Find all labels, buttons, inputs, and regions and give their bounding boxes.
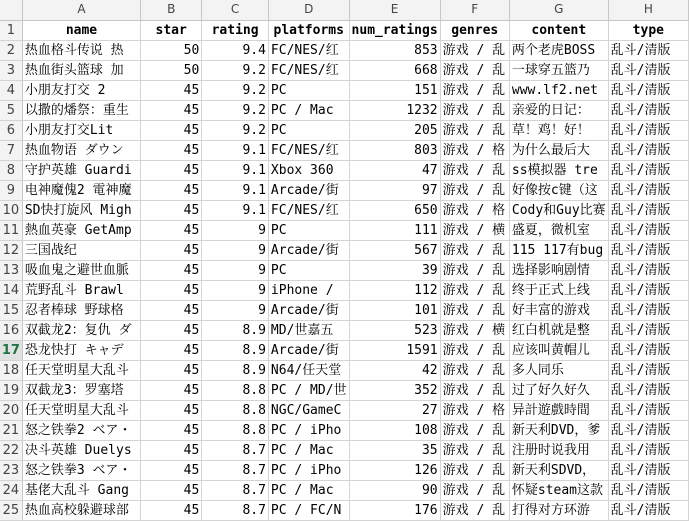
platforms-cell[interactable]: MD/世嘉五 — [268, 320, 349, 340]
table-row — [0, 400, 689, 420]
row-header[interactable]: 11 — [0, 220, 22, 240]
num-ratings-cell[interactable]: 1232 — [349, 100, 440, 120]
content-cell[interactable]: 亲爱的日记： — [509, 100, 608, 120]
content-cell[interactable]: 草！鸡！好！ — [509, 120, 608, 140]
column-header-c[interactable]: C — [202, 0, 269, 20]
column-header-f[interactable]: F — [440, 0, 509, 20]
rating-cell[interactable]: 9.1 — [202, 180, 269, 200]
row-header[interactable]: 3 — [0, 60, 22, 80]
num-ratings-cell[interactable]: 567 — [349, 240, 440, 260]
row-header[interactable]: 17 — [0, 340, 22, 360]
name-cell[interactable]: 热血高校躲避球部 — [22, 500, 140, 520]
rating-cell[interactable]: 9.2 — [202, 120, 269, 140]
row-header[interactable]: 8 — [0, 160, 22, 180]
genres-cell[interactable]: 游戏 / 横 — [440, 220, 509, 240]
name-cell[interactable]: 怒之铁拳2 ベア・ — [22, 420, 140, 440]
row-header[interactable]: 13 — [0, 260, 22, 280]
type-cell[interactable]: 乱斗/清版 — [608, 420, 688, 440]
num-ratings-cell[interactable]: 101 — [349, 300, 440, 320]
platforms-cell[interactable]: PC — [268, 120, 349, 140]
table-row — [0, 440, 689, 460]
star-cell[interactable]: 45 — [141, 260, 202, 280]
genres-cell[interactable]: 游戏 / 乱 — [440, 80, 509, 100]
content-cell[interactable]: 注册时说我用 — [509, 440, 608, 460]
type-cell[interactable]: 乱斗/清版 — [608, 280, 688, 300]
num-ratings-cell[interactable]: 111 — [349, 220, 440, 240]
genres-cell[interactable]: 游戏 / 乱 — [440, 260, 509, 280]
row-header[interactable]: 9 — [0, 180, 22, 200]
platforms-cell[interactable]: NGC/GameC — [268, 400, 349, 420]
name-cell[interactable]: name — [22, 20, 140, 40]
table-row — [0, 380, 689, 400]
platforms-cell[interactable]: Arcade/街 — [268, 300, 349, 320]
type-cell[interactable]: 乱斗/清版 — [608, 40, 688, 60]
platforms-cell[interactable]: Arcade/街 — [268, 180, 349, 200]
type-cell[interactable]: 乱斗/清版 — [608, 300, 688, 320]
name-cell[interactable]: 基佬大乱斗 Gang — [22, 480, 140, 500]
num-ratings-cell[interactable]: 97 — [349, 180, 440, 200]
platforms-cell[interactable]: PC / Mac — [268, 100, 349, 120]
table-row — [0, 320, 689, 340]
type-cell[interactable]: 乱斗/清版 — [608, 260, 688, 280]
platforms-cell[interactable]: FC/NES/红 — [268, 40, 349, 60]
genres-cell[interactable]: 游戏 / 乱 — [440, 440, 509, 460]
genres-cell[interactable]: 游戏 / 乱 — [440, 300, 509, 320]
content-cell[interactable]: 两个老虎BOSS — [509, 40, 608, 60]
column-header-a[interactable]: A — [22, 0, 140, 20]
column-header-b[interactable]: B — [141, 0, 202, 20]
star-cell[interactable]: 45 — [141, 160, 202, 180]
name-cell[interactable]: 三国战纪 — [22, 240, 140, 260]
platforms-cell[interactable]: Xbox 360 — [268, 160, 349, 180]
name-cell[interactable]: 怒之铁拳3 ベア・ — [22, 460, 140, 480]
genres-cell[interactable]: 游戏 / 乱 — [440, 360, 509, 380]
rating-cell[interactable]: 8.7 — [202, 460, 269, 480]
star-cell[interactable]: 45 — [141, 240, 202, 260]
row-header[interactable]: 23 — [0, 460, 22, 480]
rating-cell[interactable]: 8.9 — [202, 320, 269, 340]
content-cell[interactable]: 盛夏，微机室 — [509, 220, 608, 240]
rating-cell[interactable]: 8.8 — [202, 420, 269, 440]
table-row — [0, 120, 689, 140]
content-cell[interactable]: www.lf2.net — [509, 80, 608, 100]
name-cell[interactable]: 恐龙快打 キャデ — [22, 340, 140, 360]
name-cell[interactable]: 热血街头篮球 加 — [22, 60, 140, 80]
content-cell[interactable]: 新天利SDVD， — [509, 460, 608, 480]
name-cell[interactable]: 熱血英豪 GetAmp — [22, 220, 140, 240]
rating-cell[interactable]: 9.1 — [202, 160, 269, 180]
content-cell[interactable]: 一球穿五篮乃 — [509, 60, 608, 80]
column-header-row — [0, 0, 689, 20]
type-cell[interactable]: 乱斗/清版 — [608, 160, 688, 180]
star-cell[interactable]: 45 — [141, 460, 202, 480]
type-cell[interactable]: 乱斗/清版 — [608, 380, 688, 400]
platforms-cell[interactable]: PC — [268, 220, 349, 240]
name-cell[interactable]: 荒野乱斗 Brawl — [22, 280, 140, 300]
genres-cell[interactable]: 游戏 / 乱 — [440, 280, 509, 300]
row-header[interactable]: 14 — [0, 280, 22, 300]
platforms-cell[interactable]: PC / MD/世 — [268, 380, 349, 400]
table-row — [0, 480, 689, 500]
star-cell[interactable]: 45 — [141, 480, 202, 500]
platforms-cell[interactable]: N64/任天堂 — [268, 360, 349, 380]
type-cell[interactable]: type — [608, 20, 688, 40]
select-all-corner[interactable] — [0, 0, 22, 20]
name-cell[interactable]: 双截龙3：罗塞塔 — [22, 380, 140, 400]
genres-cell[interactable]: 游戏 / 乱 — [440, 100, 509, 120]
num-ratings-cell[interactable]: 205 — [349, 120, 440, 140]
content-cell[interactable]: 新天利DVD，爹 — [509, 420, 608, 440]
row-header[interactable]: 19 — [0, 380, 22, 400]
content-cell[interactable]: ss模拟器 tre — [509, 160, 608, 180]
rating-cell[interactable]: 8.7 — [202, 440, 269, 460]
rating-cell[interactable]: 8.9 — [202, 360, 269, 380]
rating-cell[interactable]: 9.2 — [202, 100, 269, 120]
genres-cell[interactable]: 游戏 / 乱 — [440, 40, 509, 60]
table-row — [0, 200, 689, 220]
name-cell[interactable]: 忍者棒球 野球格 — [22, 300, 140, 320]
row-header[interactable]: 16 — [0, 320, 22, 340]
num-ratings-cell[interactable]: 1591 — [349, 340, 440, 360]
rating-cell[interactable]: 9 — [202, 300, 269, 320]
table-row — [0, 420, 689, 440]
table-row — [0, 460, 689, 480]
platforms-cell[interactable]: Arcade/街 — [268, 340, 349, 360]
table-row — [0, 260, 689, 280]
name-cell[interactable]: 小朋友打交 2 — [22, 80, 140, 100]
content-cell[interactable]: 好像按c键（这 — [509, 180, 608, 200]
platforms-cell[interactable]: platforms — [268, 20, 349, 40]
genres-cell[interactable]: 游戏 / 乱 — [440, 160, 509, 180]
type-cell[interactable]: 乱斗/清版 — [608, 340, 688, 360]
content-cell[interactable]: 红白机就是整 — [509, 320, 608, 340]
row-header[interactable]: 5 — [0, 100, 22, 120]
type-cell[interactable]: 乱斗/清版 — [608, 240, 688, 260]
num-ratings-cell[interactable]: 42 — [349, 360, 440, 380]
type-cell[interactable]: 乱斗/清版 — [608, 60, 688, 80]
content-cell[interactable]: 好丰富的游戏 — [509, 300, 608, 320]
type-cell[interactable]: 乱斗/清版 — [608, 120, 688, 140]
num-ratings-cell[interactable]: 35 — [349, 440, 440, 460]
star-cell[interactable]: 50 — [141, 40, 202, 60]
row-header[interactable]: 18 — [0, 360, 22, 380]
star-cell[interactable]: 45 — [141, 80, 202, 100]
content-cell[interactable]: 多人同乐 — [509, 360, 608, 380]
name-cell[interactable]: 决斗英雄 Duelys — [22, 440, 140, 460]
rating-cell[interactable]: 8.8 — [202, 400, 269, 420]
genres-cell[interactable]: 游戏 / 乱 — [440, 60, 509, 80]
content-cell[interactable]: 应该叫黄帽儿 — [509, 340, 608, 360]
type-cell[interactable]: 乱斗/清版 — [608, 480, 688, 500]
star-cell[interactable]: 45 — [141, 500, 202, 520]
name-cell[interactable]: 以撒的燔祭：重生 — [22, 100, 140, 120]
name-cell[interactable]: 热血物语 ダウン — [22, 140, 140, 160]
content-cell[interactable]: 选择影响剧情 — [509, 260, 608, 280]
genres-cell[interactable]: 游戏 / 乱 — [440, 460, 509, 480]
num-ratings-cell[interactable]: 151 — [349, 80, 440, 100]
content-cell[interactable]: 异計遊戲時間 — [509, 400, 608, 420]
rating-cell[interactable]: 8.8 — [202, 380, 269, 400]
column-header-e[interactable]: E — [349, 0, 440, 20]
genres-cell[interactable]: 游戏 / 乱 — [440, 340, 509, 360]
star-cell[interactable]: 45 — [141, 340, 202, 360]
num-ratings-cell[interactable]: 108 — [349, 420, 440, 440]
platforms-cell[interactable]: PC / iPho — [268, 460, 349, 480]
num-ratings-cell[interactable]: 39 — [349, 260, 440, 280]
column-header-g[interactable]: G — [509, 0, 608, 20]
star-cell[interactable]: 45 — [141, 300, 202, 320]
column-header-d[interactable]: D — [268, 0, 349, 20]
content-cell[interactable]: content — [509, 20, 608, 40]
genres-cell[interactable]: 游戏 / 乱 — [440, 240, 509, 260]
table-row — [0, 280, 689, 300]
platforms-cell[interactable]: PC — [268, 80, 349, 100]
platforms-cell[interactable]: PC / Mac — [268, 440, 349, 460]
type-cell[interactable]: 乱斗/清版 — [608, 360, 688, 380]
num-ratings-cell[interactable]: 27 — [349, 400, 440, 420]
content-cell[interactable]: 过了好久好久 — [509, 380, 608, 400]
rating-cell[interactable]: 9 — [202, 220, 269, 240]
table-row — [0, 360, 689, 380]
row-header[interactable]: 24 — [0, 480, 22, 500]
table-row — [0, 300, 689, 320]
row-header[interactable]: 4 — [0, 80, 22, 100]
sheet-body — [0, 20, 689, 520]
star-cell[interactable]: 50 — [141, 60, 202, 80]
table-row — [0, 60, 689, 80]
num-ratings-cell[interactable]: 523 — [349, 320, 440, 340]
table-row — [0, 100, 689, 120]
row-header[interactable]: 10 — [0, 200, 22, 220]
name-cell[interactable]: 热血格斗传说 热 — [22, 40, 140, 60]
star-cell[interactable]: 45 — [141, 140, 202, 160]
num-ratings-cell[interactable]: num_ratings — [349, 20, 440, 40]
column-header-h[interactable]: H — [608, 0, 688, 20]
genres-cell[interactable]: 游戏 / 乱 — [440, 120, 509, 140]
rating-cell[interactable]: 8.7 — [202, 480, 269, 500]
genres-cell[interactable]: 游戏 / 格 — [440, 400, 509, 420]
platforms-cell[interactable]: PC / FC/N — [268, 500, 349, 520]
rating-cell[interactable]: 9.4 — [202, 40, 269, 60]
table-row — [0, 80, 689, 100]
num-ratings-cell[interactable]: 47 — [349, 160, 440, 180]
num-ratings-cell[interactable]: 803 — [349, 140, 440, 160]
platforms-cell[interactable]: FC/NES/红 — [268, 200, 349, 220]
genres-cell[interactable]: 游戏 / 乱 — [440, 180, 509, 200]
type-cell[interactable]: 乱斗/清版 — [608, 180, 688, 200]
name-cell[interactable]: 电神魔傀2 電神魔 — [22, 180, 140, 200]
table-row — [0, 240, 689, 260]
genres-cell[interactable]: 游戏 / 格 — [440, 140, 509, 160]
platforms-cell[interactable]: Arcade/街 — [268, 240, 349, 260]
genres-cell[interactable]: 游戏 / 乱 — [440, 500, 509, 520]
name-cell[interactable]: 小朋友打交Lit — [22, 120, 140, 140]
genres-cell[interactable]: 游戏 / 乱 — [440, 420, 509, 440]
type-cell[interactable]: 乱斗/清版 — [608, 200, 688, 220]
star-cell[interactable]: 45 — [141, 380, 202, 400]
genres-cell[interactable]: 游戏 / 横 — [440, 320, 509, 340]
header-data-row — [0, 20, 689, 40]
rating-cell[interactable]: 8.7 — [202, 500, 269, 520]
content-cell[interactable]: 为什么最后大 — [509, 140, 608, 160]
table-row — [0, 500, 689, 520]
num-ratings-cell[interactable]: 650 — [349, 200, 440, 220]
content-cell[interactable]: 115 117有bug — [509, 240, 608, 260]
star-cell[interactable]: star — [141, 20, 202, 40]
rating-cell[interactable]: 8.9 — [202, 340, 269, 360]
content-cell[interactable]: 终于正式上线 — [509, 280, 608, 300]
content-cell[interactable]: 打得对方环游 — [509, 500, 608, 520]
row-header[interactable]: 1 — [0, 20, 22, 40]
platforms-cell[interactable]: PC / iPho — [268, 420, 349, 440]
table-row — [0, 220, 689, 240]
rating-cell[interactable]: 9.1 — [202, 200, 269, 220]
rating-cell[interactable]: 9 — [202, 260, 269, 280]
num-ratings-cell[interactable]: 352 — [349, 380, 440, 400]
rating-cell[interactable]: rating — [202, 20, 269, 40]
platforms-cell[interactable]: PC / Mac — [268, 480, 349, 500]
name-cell[interactable]: 守护英雄 Guardi — [22, 160, 140, 180]
genres-cell[interactable]: 游戏 / 乱 — [440, 380, 509, 400]
row-header[interactable]: 2 — [0, 40, 22, 60]
type-cell[interactable]: 乱斗/清版 — [608, 140, 688, 160]
star-cell[interactable]: 45 — [141, 440, 202, 460]
rating-cell[interactable]: 9.2 — [202, 60, 269, 80]
row-header[interactable]: 7 — [0, 140, 22, 160]
star-cell[interactable]: 45 — [141, 200, 202, 220]
num-ratings-cell[interactable]: 853 — [349, 40, 440, 60]
star-cell[interactable]: 45 — [141, 360, 202, 380]
row-header[interactable]: 21 — [0, 420, 22, 440]
content-cell[interactable]: Cody和Guy比赛 — [509, 200, 608, 220]
platforms-cell[interactable]: iPhone / — [268, 280, 349, 300]
row-header[interactable]: 6 — [0, 120, 22, 140]
genres-cell[interactable]: genres — [440, 20, 509, 40]
rating-cell[interactable]: 9.1 — [202, 140, 269, 160]
table-row — [0, 140, 689, 160]
content-cell[interactable]: 怀疑steam这款 — [509, 480, 608, 500]
row-header[interactable]: 12 — [0, 240, 22, 260]
platforms-cell[interactable]: FC/NES/红 — [268, 140, 349, 160]
row-header[interactable]: 22 — [0, 440, 22, 460]
star-cell[interactable]: 45 — [141, 280, 202, 300]
table-row — [0, 160, 689, 180]
type-cell[interactable]: 乱斗/清版 — [608, 400, 688, 420]
genres-cell[interactable]: 游戏 / 格 — [440, 200, 509, 220]
rating-cell[interactable]: 9.2 — [202, 80, 269, 100]
type-cell[interactable]: 乱斗/清版 — [608, 80, 688, 100]
num-ratings-cell[interactable]: 126 — [349, 460, 440, 480]
name-cell[interactable]: 双截龙2：复仇 ダ — [22, 320, 140, 340]
row-header[interactable]: 20 — [0, 400, 22, 420]
platforms-cell[interactable]: PC — [268, 260, 349, 280]
num-ratings-cell[interactable]: 668 — [349, 60, 440, 80]
star-cell[interactable]: 45 — [141, 220, 202, 240]
rating-cell[interactable]: 9 — [202, 280, 269, 300]
type-cell[interactable]: 乱斗/清版 — [608, 440, 688, 460]
type-cell[interactable]: 乱斗/清版 — [608, 460, 688, 480]
name-cell[interactable]: 吸血鬼之避世血脈 — [22, 260, 140, 280]
num-ratings-cell[interactable]: 90 — [349, 480, 440, 500]
name-cell[interactable]: 任天堂明星大乱斗 — [22, 360, 140, 380]
row-header[interactable]: 25 — [0, 500, 22, 520]
genres-cell[interactable]: 游戏 / 乱 — [440, 480, 509, 500]
platforms-cell[interactable]: FC/NES/红 — [268, 60, 349, 80]
type-cell[interactable]: 乱斗/清版 — [608, 100, 688, 120]
type-cell[interactable]: 乱斗/清版 — [608, 220, 688, 240]
row-header[interactable]: 15 — [0, 300, 22, 320]
star-cell[interactable]: 45 — [141, 100, 202, 120]
table-row — [0, 340, 689, 360]
table-row — [0, 180, 689, 200]
name-cell[interactable]: 任天堂明星大乱斗 — [22, 400, 140, 420]
type-cell[interactable]: 乱斗/清版 — [608, 320, 688, 340]
star-cell[interactable]: 45 — [141, 420, 202, 440]
num-ratings-cell[interactable]: 112 — [349, 280, 440, 300]
table-row — [0, 40, 689, 60]
star-cell[interactable]: 45 — [141, 180, 202, 200]
type-cell[interactable]: 乱斗/清版 — [608, 500, 688, 520]
star-cell[interactable]: 45 — [141, 120, 202, 140]
name-cell[interactable]: SD快打旋风 Migh — [22, 200, 140, 220]
num-ratings-cell[interactable]: 176 — [349, 500, 440, 520]
rating-cell[interactable]: 9 — [202, 240, 269, 260]
star-cell[interactable]: 45 — [141, 320, 202, 340]
star-cell[interactable]: 45 — [141, 400, 202, 420]
